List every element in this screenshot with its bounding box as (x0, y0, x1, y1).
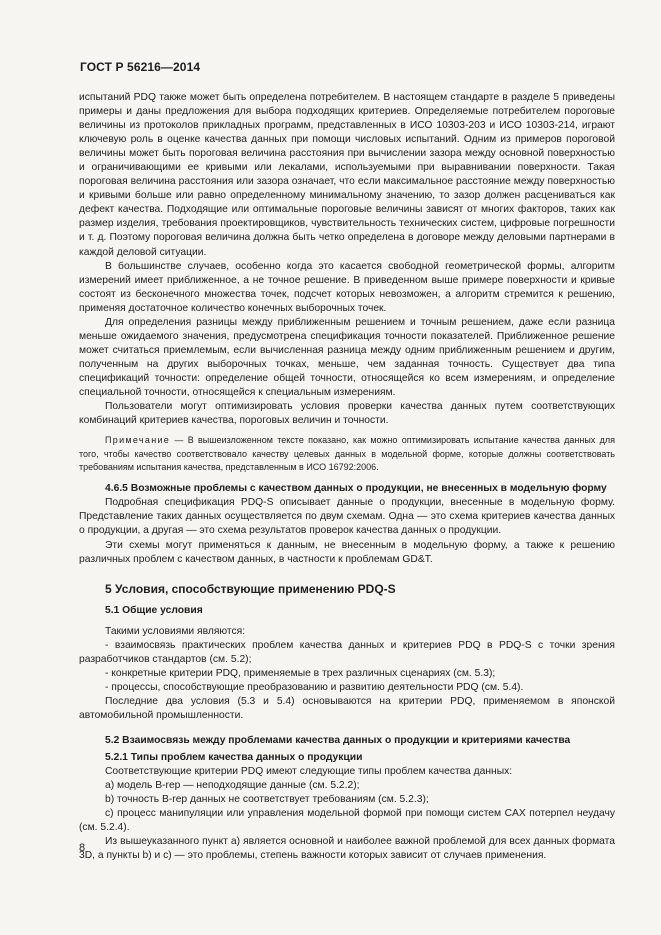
note-text: — В вышеизложенном тексте показано, как можно оптимизировать испытание качества данных для того, чтобы качество соответствовало качеству целевых данных в модельной форме, которые должны соответствовать требованиям испытания качества, представленным в ИСО 16792:2006. (79, 435, 615, 472)
paragraph: Пользователи могут оптимизировать условия проверки качества данных путем соответствующих комбинаций критериев качества, пороговых величин и точности. (79, 401, 615, 427)
standard-header: ГОСТ Р 56216—2014 (80, 60, 201, 74)
paragraph: Для определения разницы между приближенным решением и точным решением, даже если разница меньше ожидаемого значения, предусмотрена спецификация точности показателей. Приближенное решение может считаться приемлемым, если вычисленная разница между одним приближенным решением и другим, полученным на других выборочных точках, меньше, чем заданная точность. Существует два типа спецификаций точности: определение общей точности, относящейся ко всем измерениям, и определение специальной точности, относящейся к специальным измерениям. (79, 316, 615, 398)
section-heading-5: 5 Условия, способствующие применению PDQ-S (105, 581, 396, 596)
list-item: a) модель B-rep — неподходящие данные (см. 5.2.2); (105, 780, 360, 792)
paragraph: Подробная спецификация PDQ-S описывает данные о продукции, внесенные в модельную форму. Представление таких данных осуществляется по двум схемам. Одна — это схема критериев качества данных о продукции, а другая — это схема результатов проверок качества данных о продукции. (79, 497, 615, 537)
paragraph: Эти схемы могут применяться к данным, не внесенным в модельную форму, а также к решению различных проблем с качеством данных, в частности к проблемам GD&T. (79, 539, 615, 565)
section-heading-5-2: 5.2 Взаимосвязь между проблемами качества данных о продукции и критериями качества (105, 735, 571, 747)
note-label: Примечание (105, 435, 171, 446)
list-item: b) точность B-rep данных не соответствует требованиям (см. 5.2.3); (105, 794, 429, 806)
section-heading-4-6-5: 4.6.5 Возможные проблемы с качеством данных о продукции, не внесенных в модельную форму (105, 483, 607, 495)
list-item: c) процесс манипуляции или управления модельной формой при помощи систем CAX потерпел неудачу (см. 5.2.4). (79, 808, 615, 834)
section-heading-5-2-1: 5.2.1 Типы проблем качества данных о продукции (105, 752, 363, 764)
paragraph: Последние два условия (5.3 и 5.4) основываются на критерии PDQ, применяемом в японской автомобильной промышленности. (79, 695, 615, 721)
paragraph: Соответствующие критерии PDQ имеют следующие типы проблем качества данных: (105, 766, 513, 778)
paragraph: Такими условиями являются: (105, 625, 246, 637)
note (79, 434, 615, 474)
page-number: 8 (79, 842, 86, 854)
document-body (79, 91, 615, 863)
paragraph: испытаний PDQ также может быть определена потребителем. В настоящем стандарте в разделе 5 приведены примеры и даны предложения для выбора подходящих критериев. Определяемые потребителем пороговые величины из протоколов прикладных программ, представленных в ИСО 10303-203 и ИСО 10303-214, играют ключевую роль в оценке качества данных при помощи числовых испытаний. Одним из примеров пороговой величины может быть пороговая величина расстояния при вычислении зазора между основной поверхностью и ограничивающими ее кривыми или лекалами, используемыми при выравнивании поверхности. Такая пороговая величина расстояния или зазора означает, что если максимальное расстояние между поверхностью и кривыми больше или равно определенному минимальному значению, то зазор должен расцениваться как дефект качества. Подходящие или оптимальные пороговые величины зависят от многих факторов, таких как размер изделия, требования проектировщиков, чувствительность технических систем, цифровые погрешности и т. д. Поэтому пороговая величина должна быть четко определена в договоре между деловыми партнерами в каждой деловой ситуации. (79, 92, 615, 258)
paragraph: В большинстве случаев, особенно когда это касается свободной геометрической формы, алгоритм измерений имеет приближенное, а не точное решение. В приведенном выше примере поверхности и кривые состоят из бесконечного множества точек, подсчет которых невозможен, а алгоритм стремится к решению, применяя достаточное количество конечных выборочных точек. (79, 260, 615, 314)
list-item: - взаимосвязь практических проблем качества данных и критериев PDQ в PDQ-S с точки зрения разработчиков стандартов (см. 5.2); (79, 639, 615, 665)
list-item: - конкретные критерии PDQ, применяемые в трех различных сценариях (см. 5.3); (105, 667, 496, 679)
list-item: - процессы, способствующие преобразованию и развитию деятельности PDQ (см. 5.4). (105, 681, 524, 693)
paragraph: Из вышеуказанного пункт а) является основной и наиболее важной проблемой для всех данных формата 3D, а пункты b) и c) — это проблемы, степень важности которых зависит от случаев применения. (79, 836, 615, 862)
section-heading-5-1: 5.1 Общие условия (105, 604, 203, 616)
